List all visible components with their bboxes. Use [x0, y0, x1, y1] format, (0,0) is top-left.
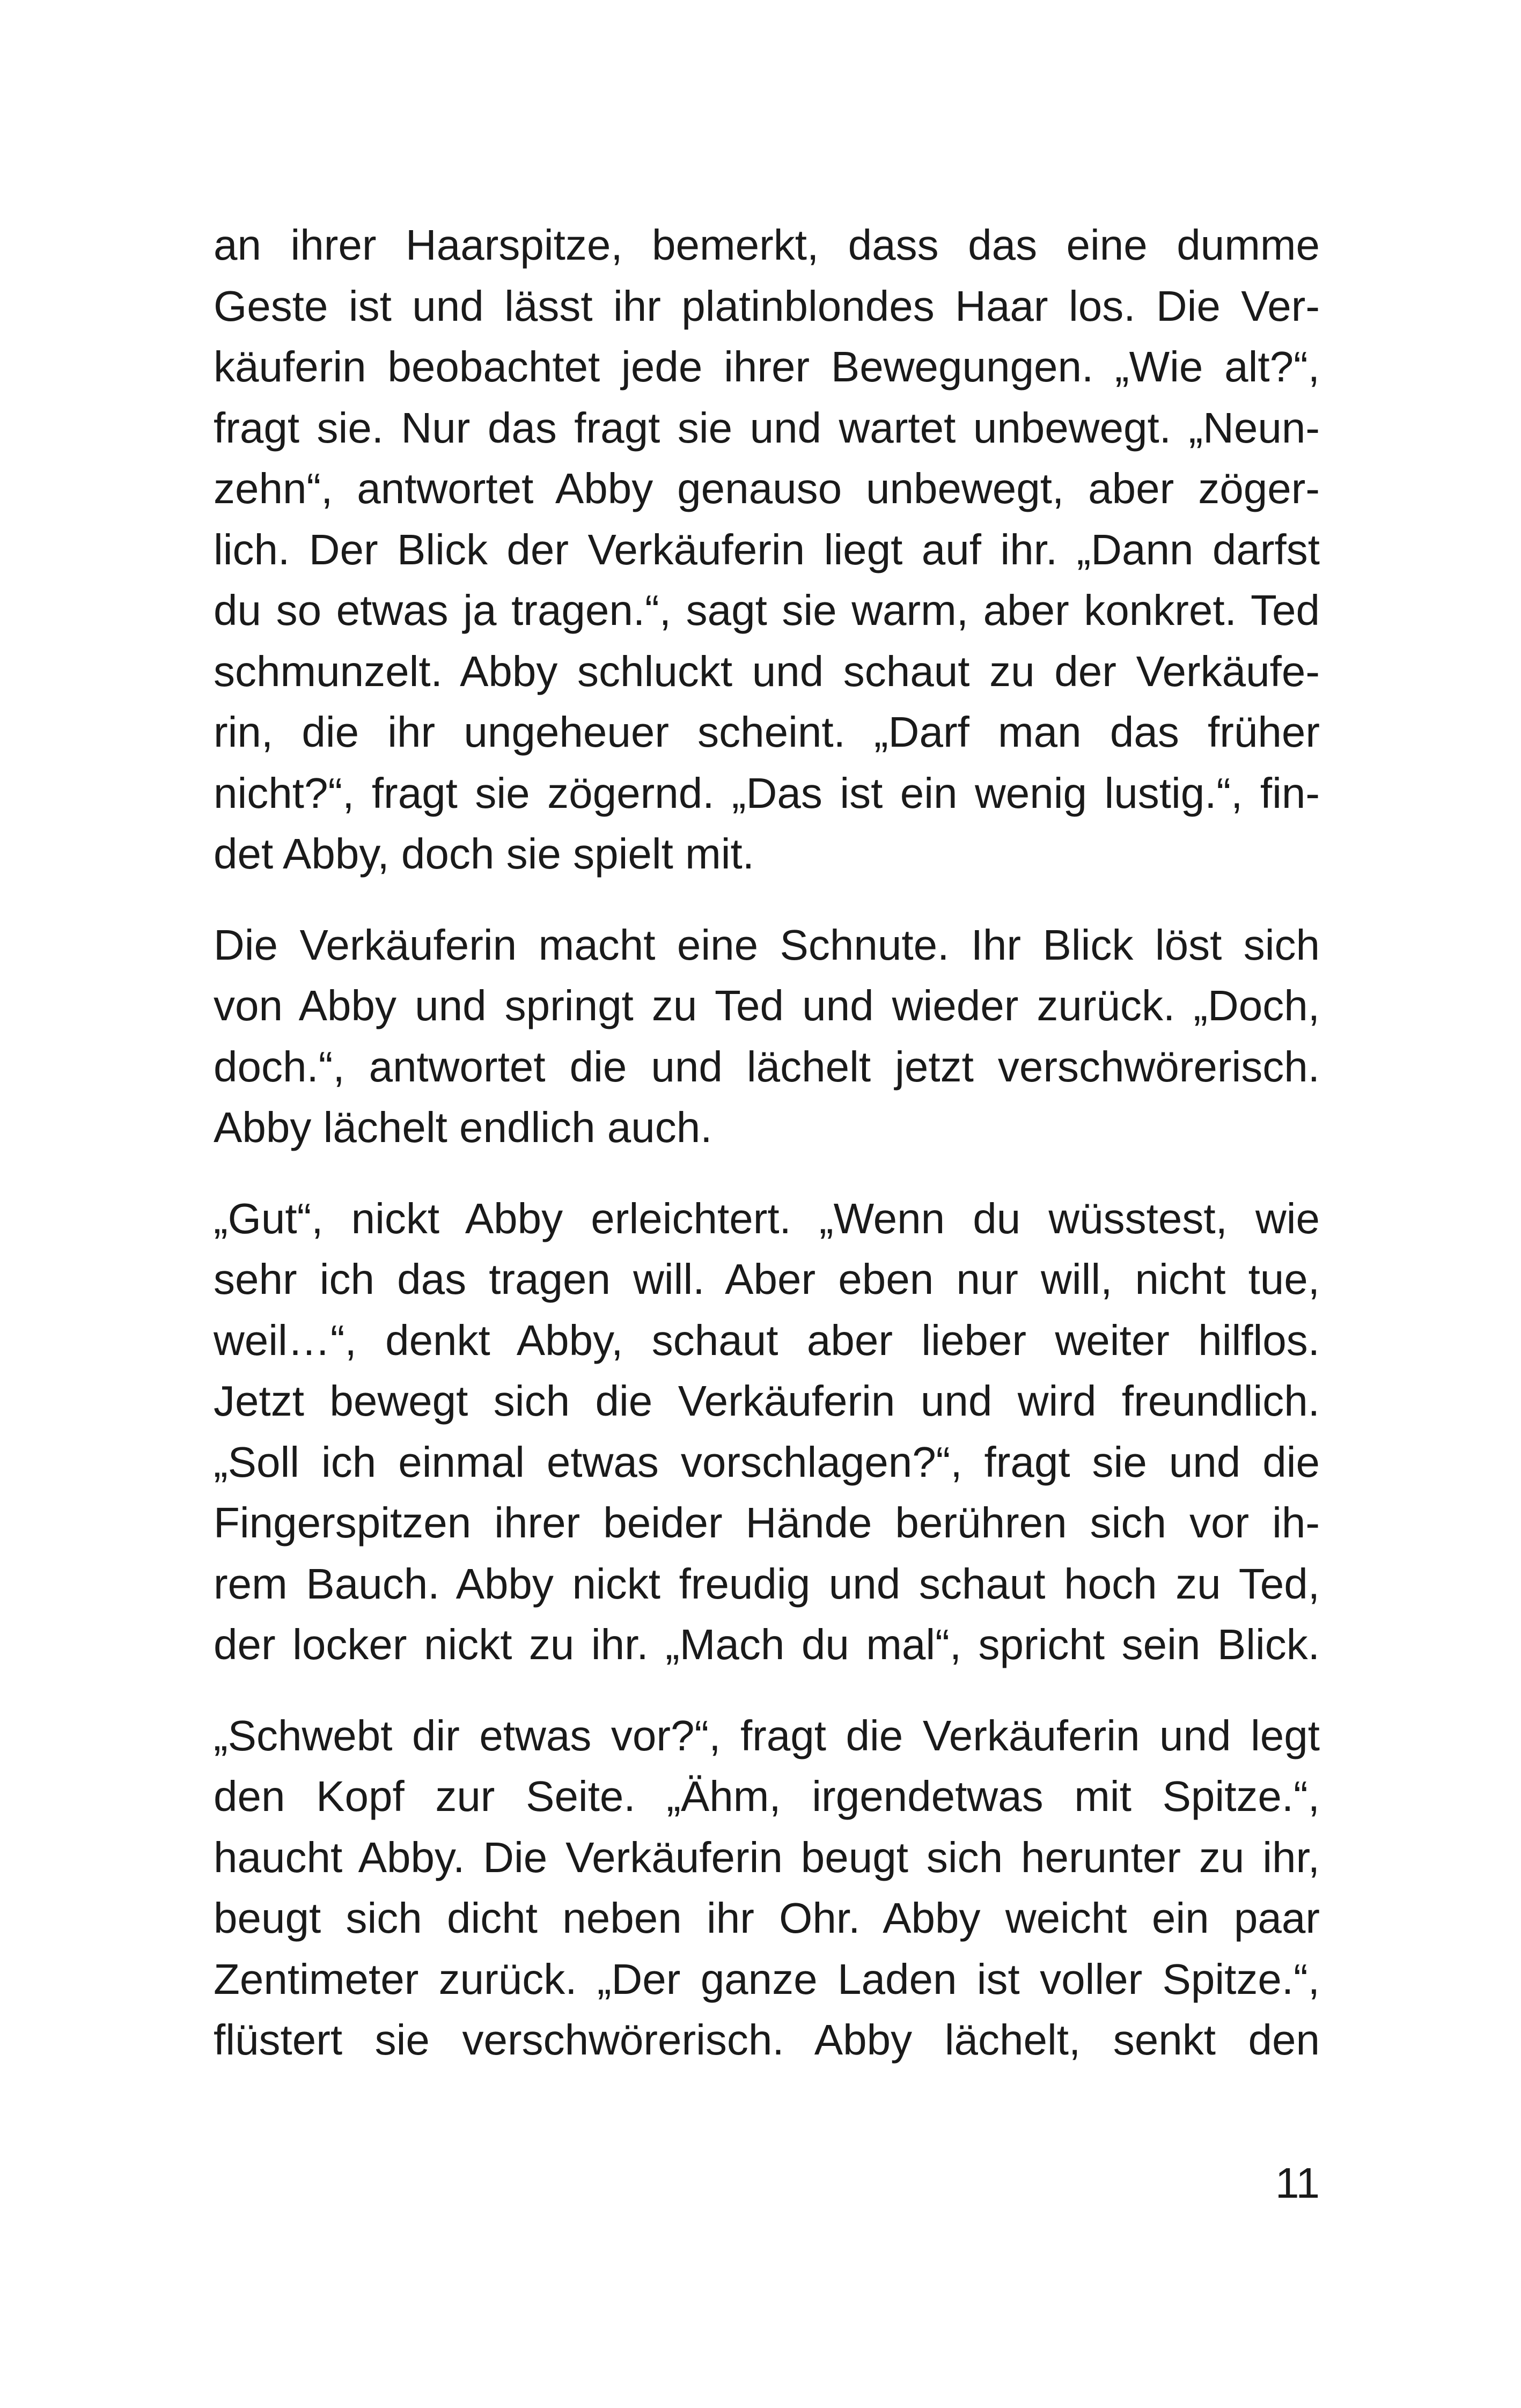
text-line: rem Bauch. Abby nickt freudig und schaut hoch zu Ted, — [214, 1559, 1320, 1608]
paragraph-3 — [214, 1188, 1320, 1675]
text-line: haucht Abby. Die Verkäuferin beugt sich herunter zu ihr, — [214, 1833, 1320, 1881]
text-line: schmunzelt. Abby schluckt und schaut zu der Verkäufe- — [214, 647, 1320, 695]
text-line: weil…“, denkt Abby, schaut aber lieber weiter hilflos. — [214, 1316, 1320, 1364]
text-line: „Soll ich einmal etwas vorschlagen?“, fragt sie und die — [214, 1438, 1320, 1486]
text-line: rin, die ihr ungeheuer scheint. „Darf man das früher — [214, 708, 1320, 756]
text-line: sehr ich das tragen will. Aber eben nur will, nicht tue, — [214, 1255, 1320, 1303]
text-line: Jetzt bewegt sich die Verkäuferin und wird freundlich. — [214, 1377, 1320, 1425]
text-line: „Gut“, nickt Abby erleichtert. „Wenn du wüsstest, wie — [214, 1194, 1320, 1242]
text-line: den Kopf zur Seite. „Ähm, irgendetwas mit Spitze.“, — [214, 1772, 1320, 1820]
paragraph-2 — [214, 915, 1320, 1158]
page-number: 11 — [1275, 2159, 1320, 2207]
paragraph-4 — [214, 1705, 1320, 2071]
text-line: beugt sich dicht neben ihr Ohr. Abby weicht ein paar — [214, 1894, 1320, 1942]
text-line: fragt sie. Nur das fragt sie und wartet unbewegt. „Neun- — [214, 403, 1320, 452]
text-line: der locker nickt zu ihr. „Mach du mal“, spricht sein Blick. — [214, 1621, 1320, 1668]
body-text — [214, 215, 1320, 2101]
text-line: von Abby und springt zu Ted und wieder zurück. „Doch, — [214, 982, 1320, 1029]
text-line: Fingerspitzen ihrer beider Hände berühren sich vor ih- — [214, 1499, 1320, 1547]
text-line: Die Verkäuferin macht eine Schnute. Ihr Blick löst sich — [214, 921, 1320, 969]
text-line: det Abby, doch sie spielt mit. — [214, 830, 754, 878]
text-line: „Schwebt dir etwas vor?“, fragt die Verkäuferin und legt — [214, 1711, 1320, 1759]
paragraph-1 — [214, 215, 1320, 885]
text-line: doch.“, antwortet die und lächelt jetzt verschwörerisch. — [214, 1042, 1320, 1091]
text-line: lich. Der Blick der Verkäuferin liegt auf ihr. „Dann darfst — [214, 525, 1320, 573]
text-line: Abby lächelt endlich auch. — [214, 1103, 712, 1151]
text-line: nicht?“, fragt sie zögernd. „Das ist ein wenig lustig.“, fin- — [214, 769, 1320, 817]
text-line: Geste ist und lässt ihr platinblondes Haar los. Die Ver- — [214, 282, 1320, 330]
text-line: an ihrer Haarspitze, bemerkt, dass das eine dumme — [214, 221, 1320, 269]
text-line: du so etwas ja tragen.“, sagt sie warm, aber konkret. Ted — [214, 586, 1320, 634]
text-line: käuferin beobachtet jede ihrer Bewegungen. „Wie alt?“, — [214, 343, 1320, 391]
text-line: zehn“, antwortet Abby genauso unbewegt, aber zöger- — [214, 465, 1320, 512]
text-line: flüstert sie verschwörerisch. Abby lächelt, senkt den — [214, 2016, 1320, 2064]
text-line: Zentimeter zurück. „Der ganze Laden ist voller Spitze.“, — [214, 1955, 1320, 2003]
